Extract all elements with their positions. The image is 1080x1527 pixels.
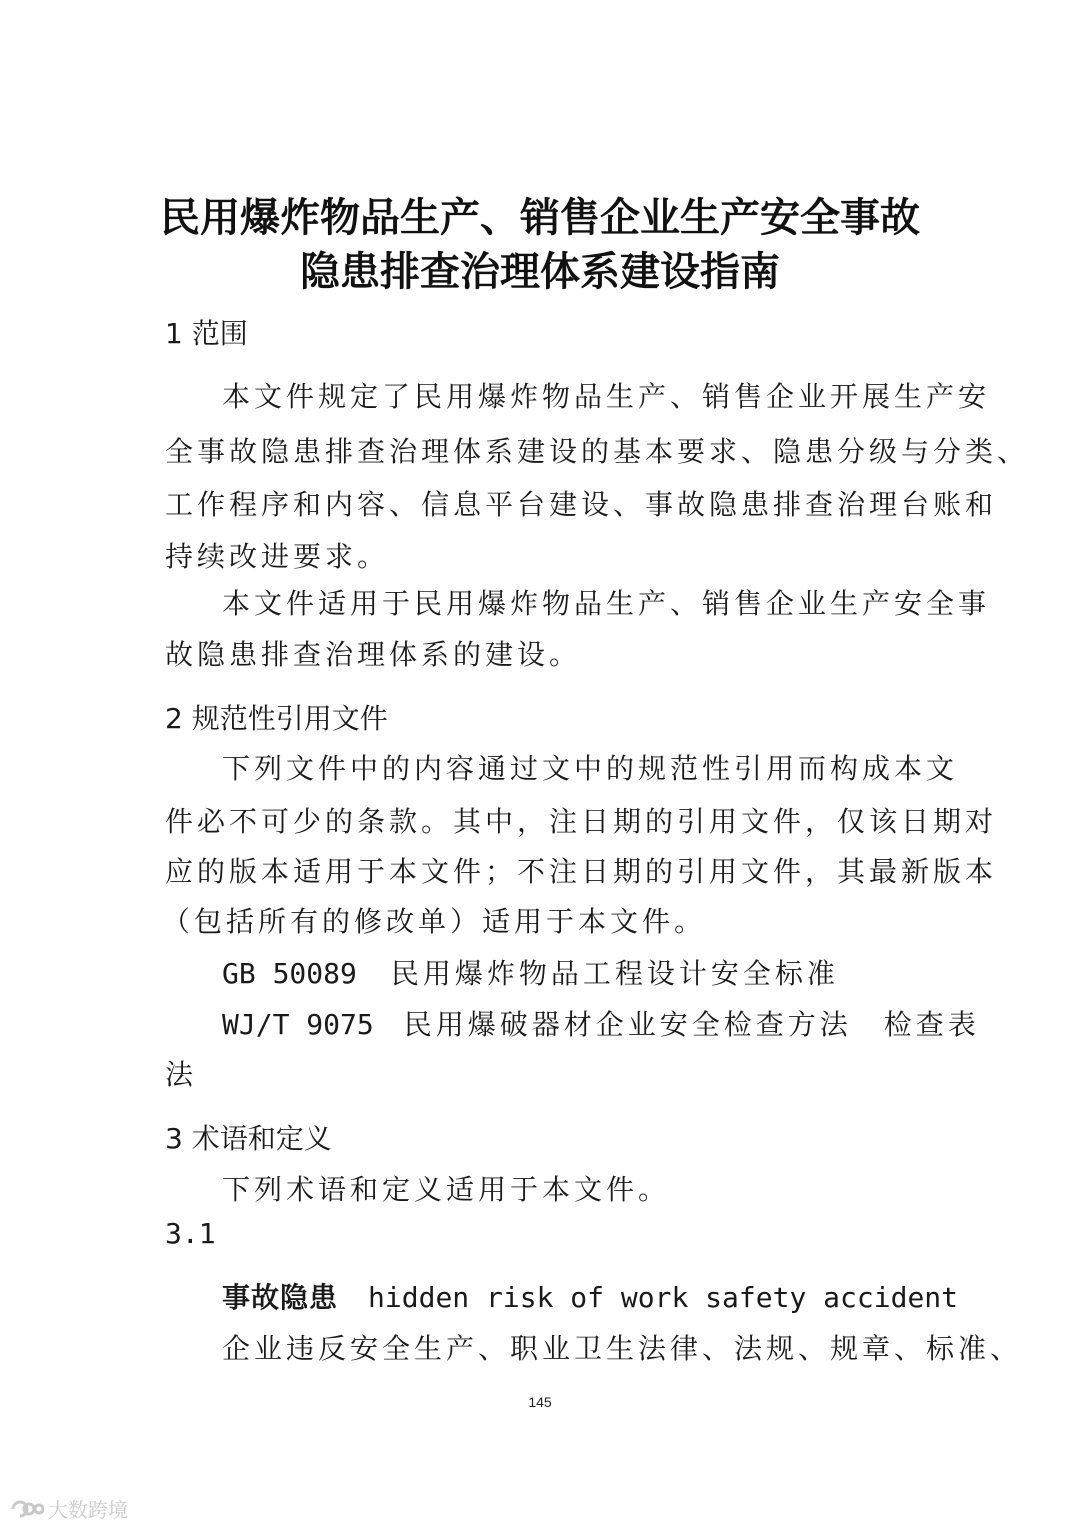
paragraph-line: 本文件规定了民用爆炸物品生产、销售企业开展生产安	[222, 380, 991, 413]
reference-entry-2-continuation: 法	[165, 1058, 198, 1091]
section-3-heading: 3 术语和定义	[165, 1122, 332, 1155]
reference-code: WJ/T 9075	[222, 1008, 374, 1041]
definition-line: 企业违反安全生产、职业卫生法律、法规、规章、标准、	[222, 1332, 1023, 1365]
paragraph-line: 下列文件中的内容通过文中的规范性引用而构成本文	[222, 752, 959, 785]
term-english: hidden risk of work safety accident	[368, 1281, 959, 1314]
paragraph-line: （包括所有的修改单）适用于本文件。	[162, 905, 707, 938]
paragraph-line: 本文件适用于民用爆炸物品生产、销售企业生产安全事	[222, 587, 991, 620]
paragraph-line: 全事故隐患排查治理体系建设的基本要求、隐患分级与分类、	[165, 435, 1030, 468]
document-title-line-2: 隐患排查治理体系建设指南	[300, 249, 780, 295]
reference-title: 民用爆炸物品工程设计安全标准	[390, 957, 839, 990]
watermark-text: 大数跨境	[48, 1498, 128, 1522]
paragraph-line: 故隐患排查治理体系的建设。	[165, 638, 582, 671]
term-entry	[222, 1276, 958, 1316]
paragraph-line: 工作程序和内容、信息平台建设、事故隐患排查治理台账和	[165, 488, 998, 521]
paragraph-line: 应的版本适用于本文件；不注日期的引用文件，其最新版本	[165, 855, 998, 888]
section-1-heading: 1 范围	[165, 317, 248, 350]
brand-logo-icon	[8, 1497, 44, 1521]
page-number: 145	[528, 1394, 552, 1410]
reference-title: 民用爆破器材企业安全检查方法 检查表	[403, 1008, 980, 1041]
reference-code: GB 50089	[222, 957, 357, 990]
paragraph-line: 下列术语和定义适用于本文件。	[222, 1173, 671, 1206]
reference-entry-2	[222, 1003, 980, 1043]
section-2-heading: 2 规范性引用文件	[165, 702, 388, 735]
paragraph-line: 持续改进要求。	[165, 540, 390, 573]
document-title-line-1: 民用爆炸物品生产、销售企业生产安全事故	[160, 195, 920, 241]
paragraph-line: 件必不可少的条款。其中，注日期的引用文件，仅该日期对	[165, 805, 998, 838]
watermark	[8, 1494, 128, 1523]
reference-entry-1	[222, 952, 839, 992]
subsection-number: 3.1	[165, 1217, 216, 1250]
term-chinese: 事故隐患	[222, 1281, 339, 1314]
